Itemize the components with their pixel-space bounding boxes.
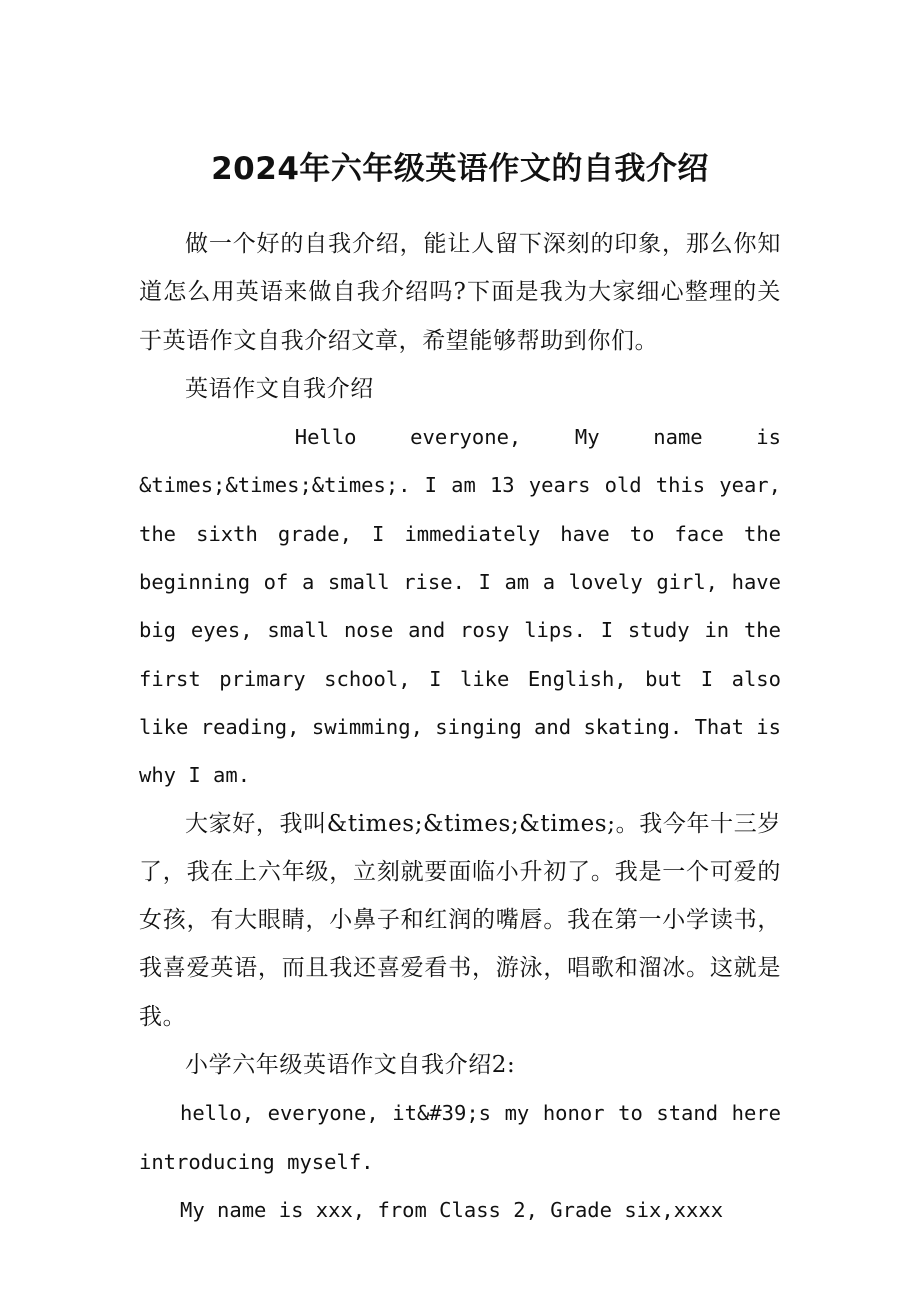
english-essay-2-line: My name is xxx, from Class 2, Grade six,xxxx <box>180 1197 724 1222</box>
section-heading-2: 小学六年级英语作文自我介绍2: <box>185 1052 516 1079</box>
chinese-translation-paragraph: 大家好，我叫&times;&times;&times;。我今年十三岁了，我在上六年级，立刻就要面临小升初了。我是一个可爱的女孩，有大眼睛，小鼻子和红润的嘴唇。我在第一小学读书，我喜爱英语，而且我还喜爱看书，游泳，唱歌和溜冰。这就是我。 <box>139 810 781 1030</box>
document-body <box>139 220 781 1234</box>
intro-paragraph: 做一个好的自我介绍，能让人留下深刻的印象，那么你知道怎么用英语来做自我介绍吗?下面是我为大家细心整理的关于英语作文自我介绍文章，希望能够帮助到你们。 <box>139 231 781 354</box>
english-essay-2-paragraph: hello, everyone, it&#39;s my honor to stand here introducing myself. <box>139 1101 781 1174</box>
document-title: 2024年六年级英语作文的自我介绍 <box>211 151 709 187</box>
english-essay-paragraph: Hello everyone, My name is &times;&times;&times;. I am 13 years old this year, the sixth grade, I immediately have to face the beginning of a small rise. I am a lovely girl, have big eyes, small nose and rosy lips. I study in the first primary school, I like English, but I also like reading, swimming, singing and skating. That is why I am. <box>139 425 781 788</box>
section-heading: 英语作文自我介绍 <box>185 375 374 402</box>
